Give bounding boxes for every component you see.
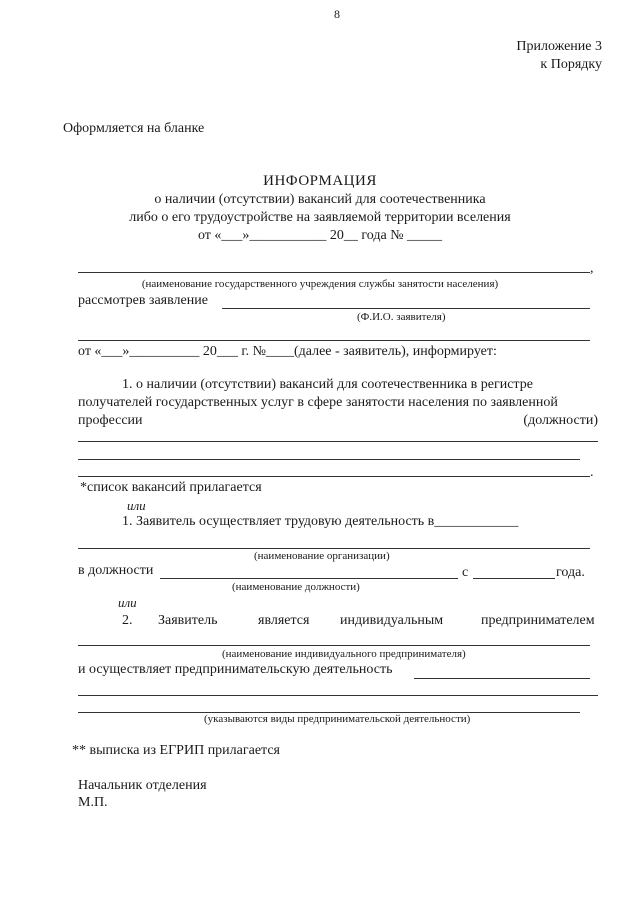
- item1-line2: получателей государственных услуг в сфере занятости населения по заявленной: [78, 395, 558, 410]
- item1-line3-left: профессии: [78, 413, 143, 428]
- fio-caption: (Ф.И.О. заявителя): [357, 311, 446, 323]
- comma-2: .: [590, 465, 594, 480]
- item2-text: 1. Заявитель осуществляет трудовую деятельность в____________: [122, 514, 519, 529]
- position-line: [160, 578, 458, 579]
- document-title: ИНФОРМАЦИЯ: [263, 173, 377, 189]
- activity-line-2: [78, 695, 598, 696]
- vacancy-note: *список вакансий прилагается: [80, 480, 262, 495]
- org-caption: (наименование государственного учреждения службы занятости населения): [141, 278, 499, 290]
- position-caption: (наименование должности): [232, 581, 360, 593]
- page-number: 8: [334, 7, 340, 21]
- item2-org-caption: (наименование организации): [254, 550, 390, 562]
- or-label-1: или: [127, 498, 146, 513]
- position-since: с: [462, 565, 469, 580]
- item3-number: 2.: [122, 613, 133, 628]
- applicant-name-line: [222, 308, 590, 309]
- appendix-line1: Приложение 3: [516, 39, 602, 54]
- egrip-note: ** выписка из ЕГРИП прилагается: [72, 743, 280, 758]
- activity-label: и осуществляет предпринимательскую деятельность: [78, 662, 393, 677]
- or-label-2: или: [118, 595, 137, 610]
- stamp-label: М.П.: [78, 795, 108, 810]
- profession-line-3: [78, 476, 590, 477]
- letterhead-note: Оформляется на бланке: [63, 121, 205, 136]
- item3-word-3: индивидуальным: [340, 613, 444, 628]
- org-name-line: [78, 272, 590, 273]
- subtitle-line2: либо о его трудоустройстве на заявляемой территории вселения: [129, 210, 511, 225]
- appendix-line2: к Порядку: [540, 57, 602, 72]
- applicant-name-line-2: [78, 340, 590, 341]
- profession-line-2: [78, 459, 580, 460]
- activity-line-1: [414, 678, 590, 679]
- signature-title: Начальник отделения: [78, 778, 207, 793]
- profession-line-1: [78, 441, 598, 442]
- ip-caption: (наименование индивидуального предпринимателя): [222, 648, 466, 660]
- position-label: в должности: [78, 563, 154, 578]
- item3-word-1: Заявитель: [158, 613, 218, 628]
- item1-line3-right: (должности): [523, 413, 598, 428]
- comma: ,: [590, 261, 594, 276]
- considered-label: рассмотрев заявление: [78, 293, 208, 308]
- item3-word-4: предпринимателем: [481, 613, 595, 628]
- item3-word-2: является: [258, 613, 310, 628]
- ip-name-line: [78, 645, 590, 646]
- organization-line: [78, 548, 590, 549]
- since-line: [473, 578, 555, 579]
- subtitle-line1: о наличии (отсутствии) вакансий для соотечественника: [154, 192, 486, 207]
- activity-caption: (указываются виды предпринимательской деятельности): [204, 713, 471, 725]
- subtitle-line3: от «___»___________ 20__ года № _____: [197, 228, 443, 243]
- item1-line1: 1. о наличии (отсутствии) вакансий для соотечественника в регистре: [122, 377, 533, 392]
- from-line: от «___»__________ 20___ г. №____(далее - заявитель), информирует:: [78, 344, 497, 359]
- position-year: года.: [556, 565, 585, 580]
